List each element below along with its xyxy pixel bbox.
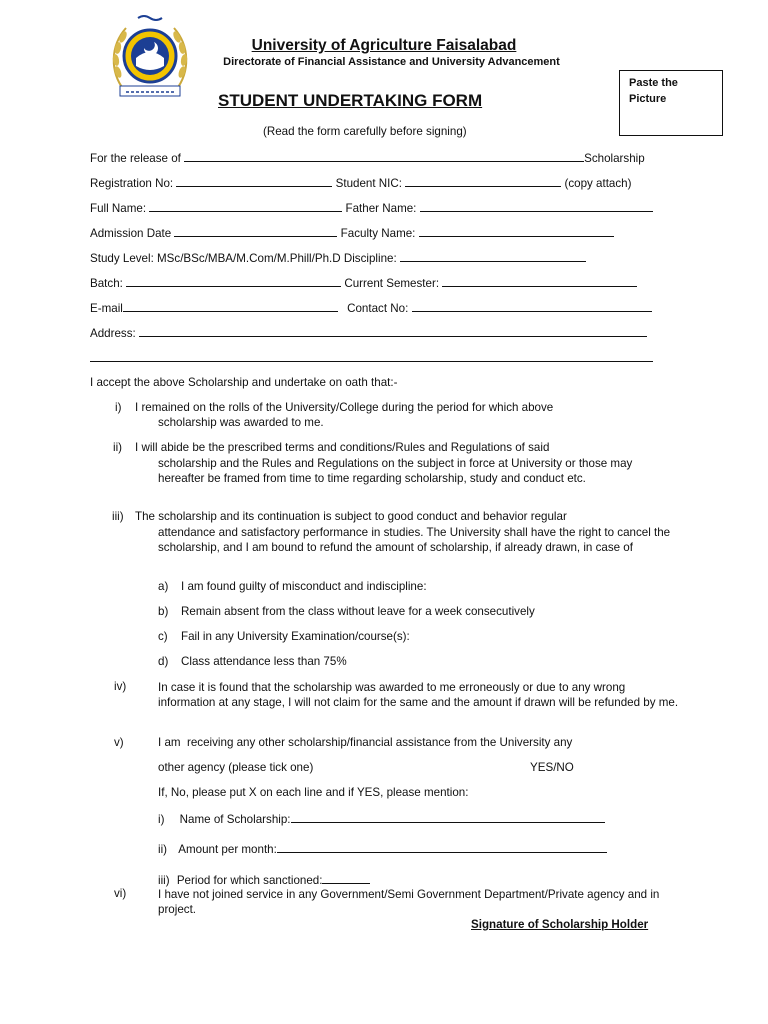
- current-semester-input[interactable]: [442, 275, 637, 287]
- father-name-input[interactable]: [420, 200, 653, 212]
- instruction-text: (Read the form carefully before signing): [263, 125, 467, 138]
- university-logo: [104, 12, 196, 98]
- undertaking-intro: I accept the above Scholarship and undertake on oath that:-: [90, 376, 398, 389]
- yes-no-choice[interactable]: YES/NO: [530, 761, 574, 774]
- item-ii-num: ii): [113, 441, 123, 454]
- address-input-1[interactable]: [139, 325, 647, 337]
- study-level-label: Study Level: MSc/BSc/MBA/M.Com/M.Phill/Ph.D Discipline:: [90, 252, 397, 265]
- faculty-name-label: Faculty Name:: [340, 227, 416, 240]
- current-semester-label: Current Semester:: [344, 277, 440, 290]
- scholarship-name-row: [158, 811, 605, 827]
- sub-item-b-num: b): [158, 605, 169, 618]
- release-label: For the release of: [90, 152, 181, 165]
- full-name-input[interactable]: [149, 200, 342, 212]
- if-no-instruction: If, No, please put X on each line and if YES, please mention:: [158, 786, 469, 799]
- signature-label: Signature of Scholarship Holder: [471, 918, 649, 931]
- batch-input[interactable]: [126, 275, 341, 287]
- item-iv-text: In case it is found that the scholarship was awarded to me erroneously or due to any wrong information at any stage, I will not claim for the same and the amount if drawn will be refunded by me.: [158, 681, 679, 709]
- full-name-label: Full Name:: [90, 202, 147, 215]
- study-level-row: [90, 250, 586, 266]
- item-ii-text2: scholarship and the Rules and Regulations on the subject in force at University or those may hereafter be framed from time to time regarding scholarship, study and conduct etc.: [158, 457, 633, 485]
- item-i-num: i): [115, 401, 122, 414]
- item-i-text1: I remained on the rolls of the University/College during the period for which above: [135, 401, 554, 414]
- sub-item-b-text: Remain absent from the class without leave for a week consecutively: [181, 605, 535, 618]
- photo-box[interactable]: [619, 70, 723, 136]
- scholarship-name-num: i): [158, 813, 165, 826]
- email-row: [90, 300, 652, 316]
- registration-input[interactable]: [176, 175, 332, 187]
- directorate-name: Directorate of Financial Assistance and University Advancement: [223, 56, 560, 68]
- item-i-text2: scholarship was awarded to me.: [158, 416, 324, 429]
- nic-label: Student NIC:: [335, 177, 402, 190]
- scholarship-name-label: Name of Scholarship:: [179, 813, 291, 826]
- contact-label: Contact No:: [347, 302, 409, 315]
- sub-item-d-text: Class attendance less than 75%: [181, 655, 347, 668]
- email-input[interactable]: [123, 300, 338, 312]
- photo-box-label: Paste the Picture: [629, 77, 678, 105]
- batch-row: [90, 275, 637, 291]
- registration-label: Registration No:: [90, 177, 174, 190]
- faculty-name-input[interactable]: [419, 225, 614, 237]
- item-iv-num: iv): [114, 680, 127, 693]
- item-vi-num: vi): [114, 887, 127, 900]
- copy-attach-label: (copy attach): [564, 177, 632, 190]
- item-v-text: I am receiving any other scholarship/financial assistance from the University any: [158, 736, 573, 749]
- period-num: iii): [158, 874, 170, 887]
- nic-input[interactable]: [405, 175, 561, 187]
- period-input[interactable]: [322, 872, 370, 884]
- batch-label: Batch:: [90, 277, 123, 290]
- email-label: E-mail: [90, 302, 123, 315]
- release-row: [90, 150, 645, 166]
- form-title: STUDENT UNDERTAKING FORM: [218, 91, 483, 110]
- admission-row: [90, 225, 614, 241]
- admission-date-label: Admission Date: [90, 227, 172, 240]
- item-v-num: v): [114, 736, 124, 749]
- sub-item-c-text: Fail in any University Examination/course(s):: [181, 630, 410, 643]
- registration-row: [90, 175, 631, 191]
- scholarship-name-input[interactable]: [291, 811, 605, 823]
- discipline-input[interactable]: [400, 250, 586, 262]
- item-iii-text2: attendance and satisfactory performance in studies. The University shall have the right to cancel the scholarship, and I am bound to refund the amount of scholarship, if already drawn, in case of: [158, 526, 671, 554]
- name-row: [90, 200, 653, 216]
- contact-input[interactable]: [412, 300, 652, 312]
- period-label: Period for which sanctioned:: [176, 874, 323, 887]
- university-name: University of Agriculture Faisalabad: [251, 37, 517, 54]
- amount-num: ii): [158, 843, 168, 856]
- item-iii-text1: The scholarship and its continuation is subject to good conduct and behavior regular: [135, 510, 567, 523]
- father-name-label: Father Name:: [345, 202, 417, 215]
- item-ii-text1: I will abide be the prescribed terms and conditions/Rules and Regulations of said: [135, 441, 550, 454]
- item-iii-num: iii): [112, 510, 124, 523]
- sub-item-a-num: a): [158, 580, 169, 593]
- item-v-text2: other agency (please tick one): [158, 761, 314, 774]
- sub-item-d-num: d): [158, 655, 169, 668]
- admission-date-input[interactable]: [174, 225, 337, 237]
- amount-row: [158, 841, 607, 857]
- amount-label: Amount per month:: [178, 843, 277, 856]
- release-input[interactable]: [184, 150, 584, 162]
- address-row: [90, 325, 647, 341]
- sub-item-c-num: c): [158, 630, 168, 643]
- item-vi-text: I have not joined service in any Government/Semi Government Department/Private agency and in project.: [158, 888, 660, 916]
- address-input-2[interactable]: [90, 351, 653, 362]
- sub-item-a-text: I am found guilty of misconduct and indiscipline:: [181, 580, 427, 593]
- release-suffix: Scholarship: [584, 152, 645, 165]
- period-row: [158, 872, 370, 888]
- address-label: Address:: [90, 327, 136, 340]
- amount-input[interactable]: [277, 841, 607, 853]
